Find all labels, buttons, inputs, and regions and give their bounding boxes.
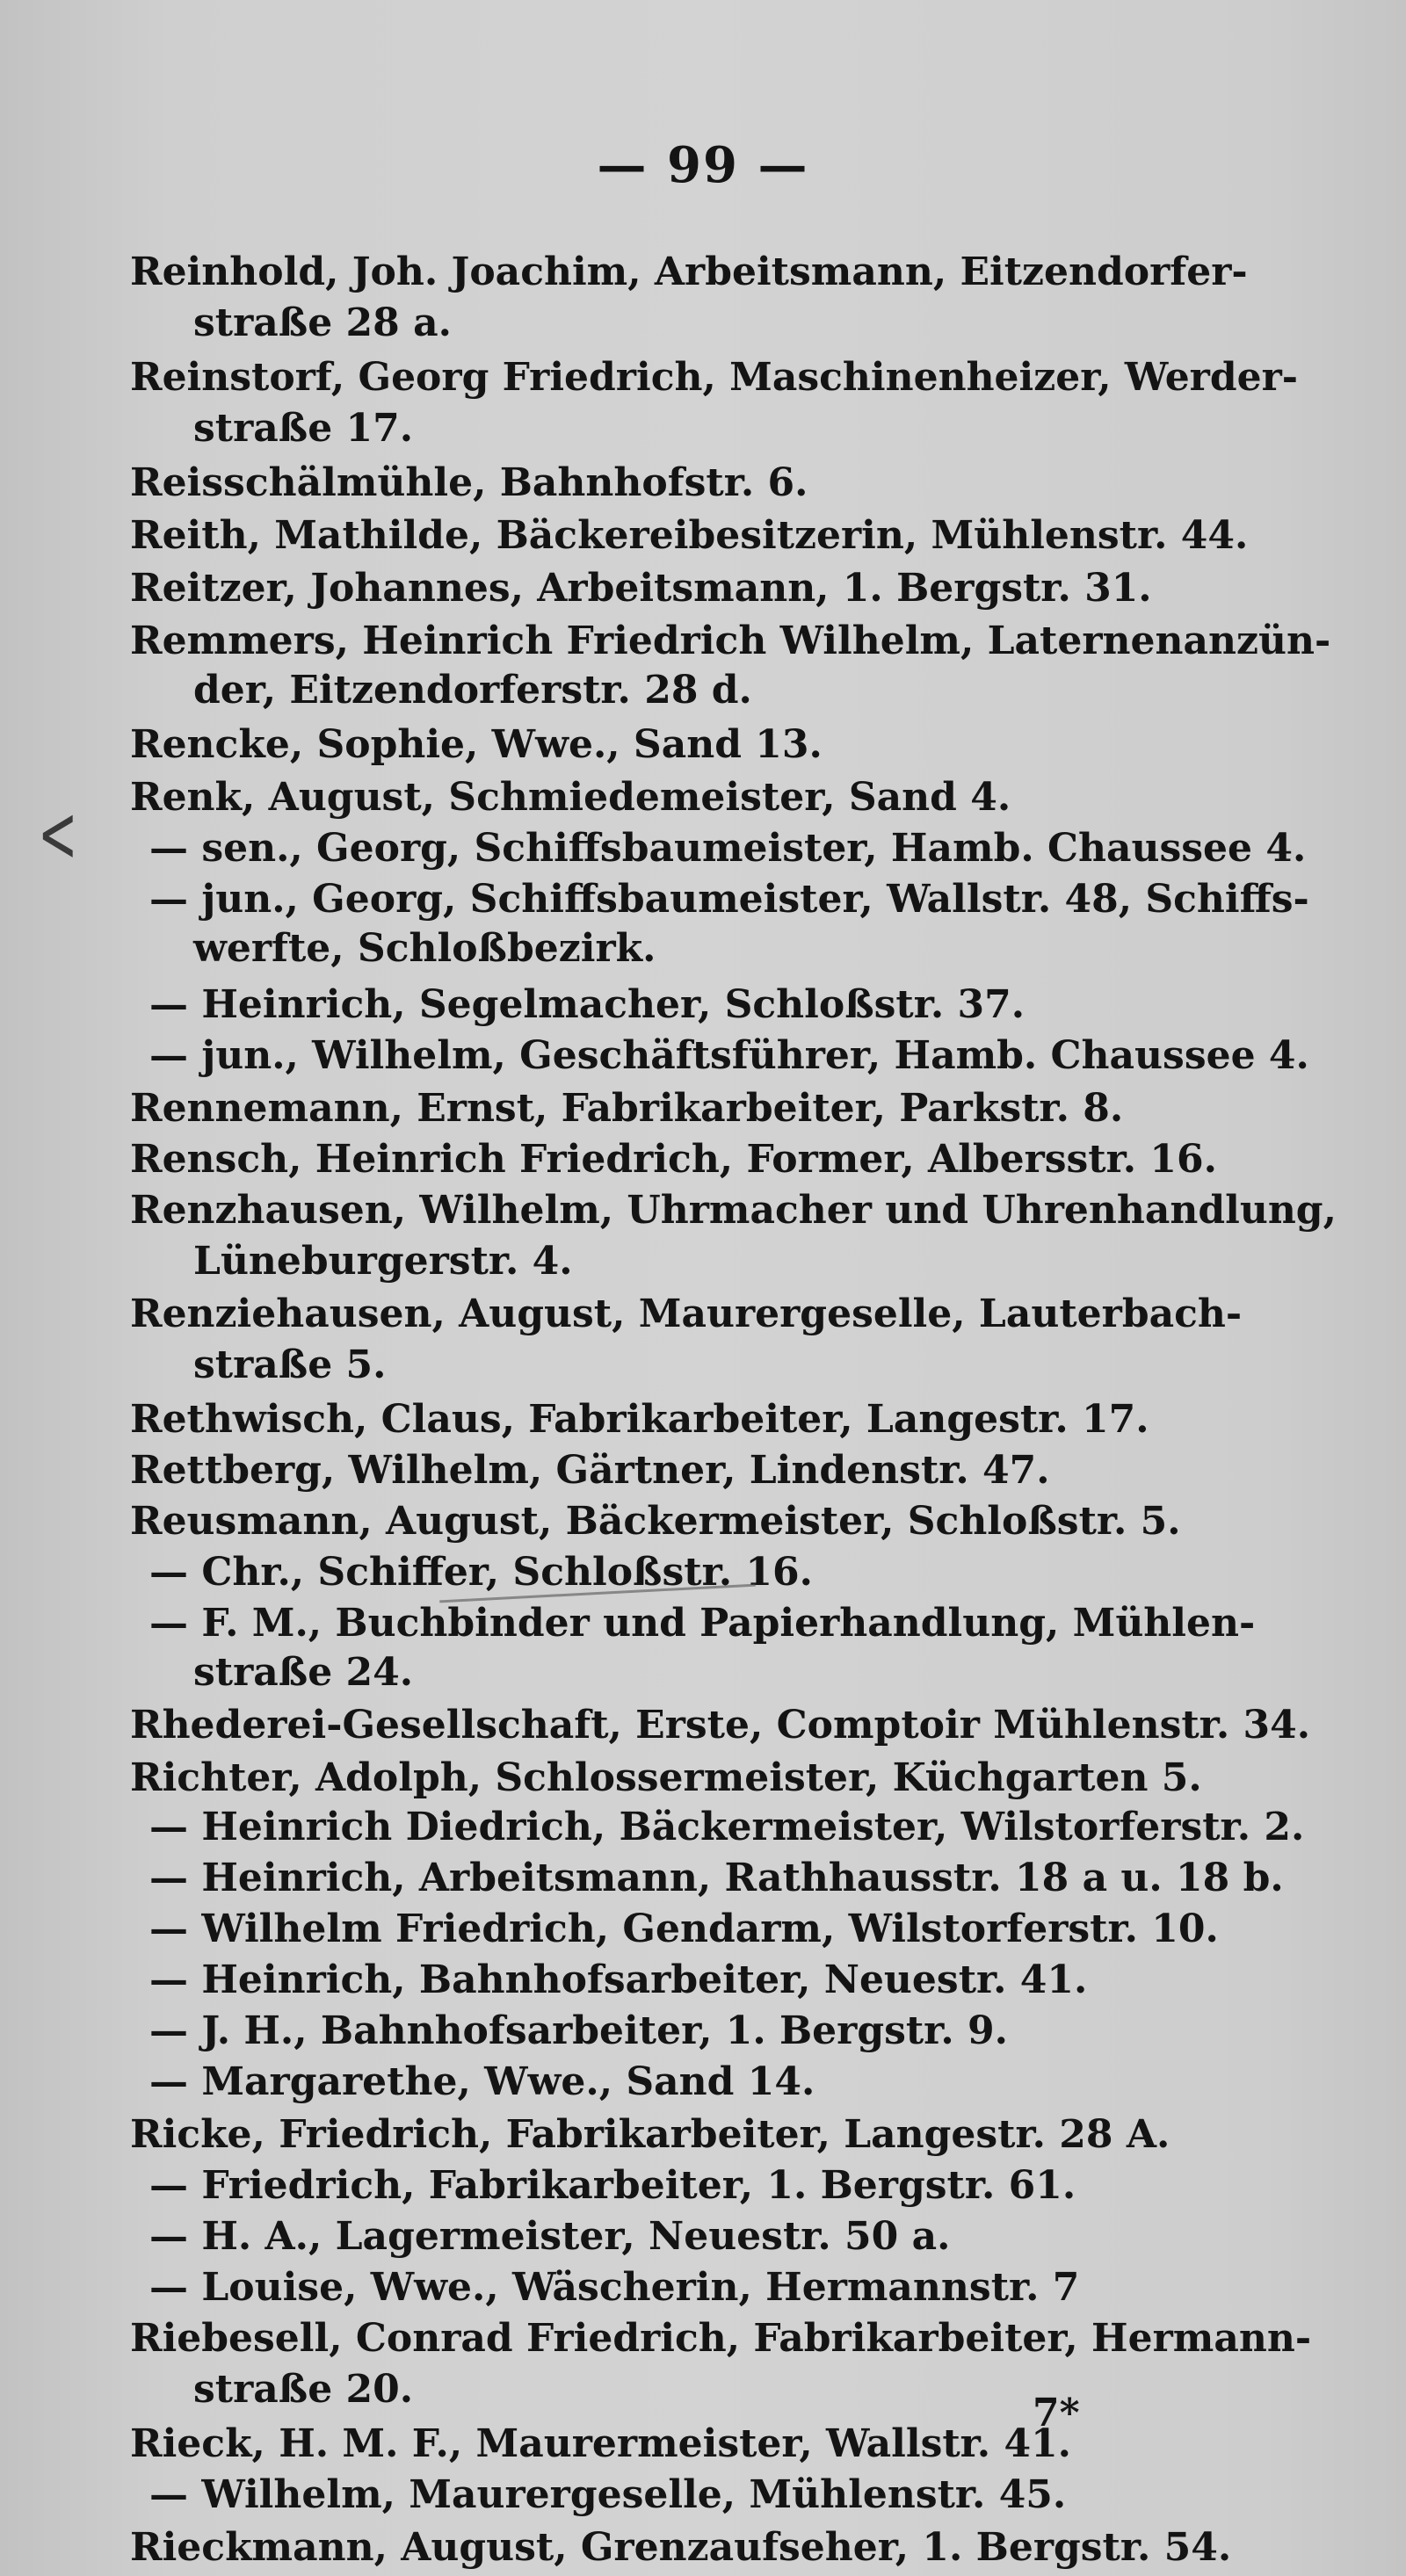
entry-line: — J. H., Bahnhofsarbeiter, 1. Bergstr. 9. <box>149 2008 1008 2053</box>
entry-line: — Heinrich, Arbeitsmann, Rathhausstr. 18 a u. 18 b. <box>149 1856 1284 1900</box>
entry-line: werfte, Schloßbezirk. <box>193 926 656 971</box>
entry-line: Rennemann, Ernst, Fabrikarbeiter, Parkstr. 8. <box>130 1086 1124 1131</box>
entry-line: Rieckmann, August, Grenzaufseher, 1. Bergstr. 54. <box>130 2525 1232 2570</box>
entry-line: Renk, August, Schmiedemeister, Sand 4. <box>130 775 1011 820</box>
entry-line: Ricke, Friedrich, Fabrikarbeiter, Langestr. 28 A. <box>130 2112 1170 2157</box>
entry-line: — sen., Georg, Schiffsbaumeister, Hamb. Chaussee 4. <box>149 826 1307 871</box>
signature-mark: 7* <box>1033 2391 1080 2435</box>
entry-line: Remmers, Heinrich Friedrich Wilhelm, Laternenanzün- <box>130 619 1331 663</box>
entry-line: Lüneburgerstr. 4. <box>193 1239 573 1284</box>
entry-line: — jun., Georg, Schiffsbaumeister, Wallstr. 48, Schiffs- <box>149 877 1309 922</box>
entry-line: straße 28 a. <box>193 300 452 345</box>
entry-line: Reinhold, Joh. Joachim, Arbeitsmann, Eitzendorfer- <box>130 250 1248 294</box>
entry-line: — F. M., Buchbinder und Papierhandlung, Mühlen- <box>149 1601 1256 1646</box>
entry-line: — Margarethe, Wwe., Sand 14. <box>149 2059 815 2104</box>
entry-line: Riebesell, Conrad Friedrich, Fabrikarbeiter, Hermann- <box>130 2316 1312 2361</box>
entry-line: — Heinrich, Segelmacher, Schloßstr. 37. <box>149 982 1026 1027</box>
entry-line: Reusmann, August, Bäckermeister, Schloßstr. 5. <box>130 1499 1181 1544</box>
entry-line: Rieck, H. M. F., Maurermeister, Wallstr. 41. <box>130 2421 1071 2466</box>
entry-line: Renziehausen, August, Maurergeselle, Lauterbach- <box>130 1292 1243 1336</box>
entry-line: straße 24. <box>193 1650 414 1695</box>
entry-line: Rensch, Heinrich Friedrich, Former, Albersstr. 16. <box>130 1137 1217 1182</box>
entry-line: Rethwisch, Claus, Fabrikarbeiter, Langestr. 17. <box>130 1397 1149 1442</box>
entry-line: straße 17. <box>193 406 414 451</box>
entry-line: — Friedrich, Fabrikarbeiter, 1. Bergstr. 61. <box>149 2163 1076 2208</box>
entry-line: Rencke, Sophie, Wwe., Sand 13. <box>130 722 823 767</box>
entry-line: — Louise, Wwe., Wäscherin, Hermannstr. 7 <box>149 2265 1080 2310</box>
entry-line: — Heinrich Diedrich, Bäckermeister, Wilstorferstr. 2. <box>149 1805 1305 1849</box>
entry-line: Reinstorf, Georg Friedrich, Maschinenheizer, Werder- <box>130 355 1299 400</box>
entry-line: Rettberg, Wilhelm, Gärtner, Lindenstr. 47. <box>130 1448 1050 1493</box>
entry-line: Rhederei-Gesellschaft, Erste, Comptoir Mühlenstr. 34. <box>130 1703 1311 1747</box>
entry-line: der, Eitzendorferstr. 28 d. <box>193 668 752 713</box>
entry-line: — jun., Wilhelm, Geschäftsführer, Hamb. Chaussee 4. <box>149 1033 1309 1078</box>
entry-line: straße 20. <box>193 2367 414 2412</box>
entry-line: straße 5. <box>193 1342 387 1387</box>
entry-line: Reitzer, Johannes, Arbeitsmann, 1. Bergstr. 31. <box>130 566 1152 611</box>
entry-line: Reith, Mathilde, Bäckereibesitzerin, Mühlenstr. 44. <box>130 513 1249 558</box>
entry-line: — H. A., Lagermeister, Neuestr. 50 a. <box>149 2214 951 2259</box>
entry-line: — Chr., Schiffer, Schloßstr. 16. <box>149 1550 813 1595</box>
entry-line: — Wilhelm, Maurergeselle, Mühlenstr. 45. <box>149 2472 1067 2517</box>
entry-line: Renzhausen, Wilhelm, Uhrmacher und Uhrenhandlung, <box>130 1188 1337 1233</box>
entry-line: Reisschälmühle, Bahnhofstr. 6. <box>130 460 808 505</box>
entry-line: — Heinrich, Bahnhofsarbeiter, Neuestr. 41. <box>149 1957 1088 2002</box>
margin-mark: < <box>38 788 78 880</box>
page-number: — 99 — <box>597 136 809 194</box>
entry-line: Richter, Adolph, Schlossermeister, Küchgarten 5. <box>130 1755 1202 1800</box>
entry-line: — Wilhelm Friedrich, Gendarm, Wilstorferstr. 10. <box>149 1907 1219 1951</box>
